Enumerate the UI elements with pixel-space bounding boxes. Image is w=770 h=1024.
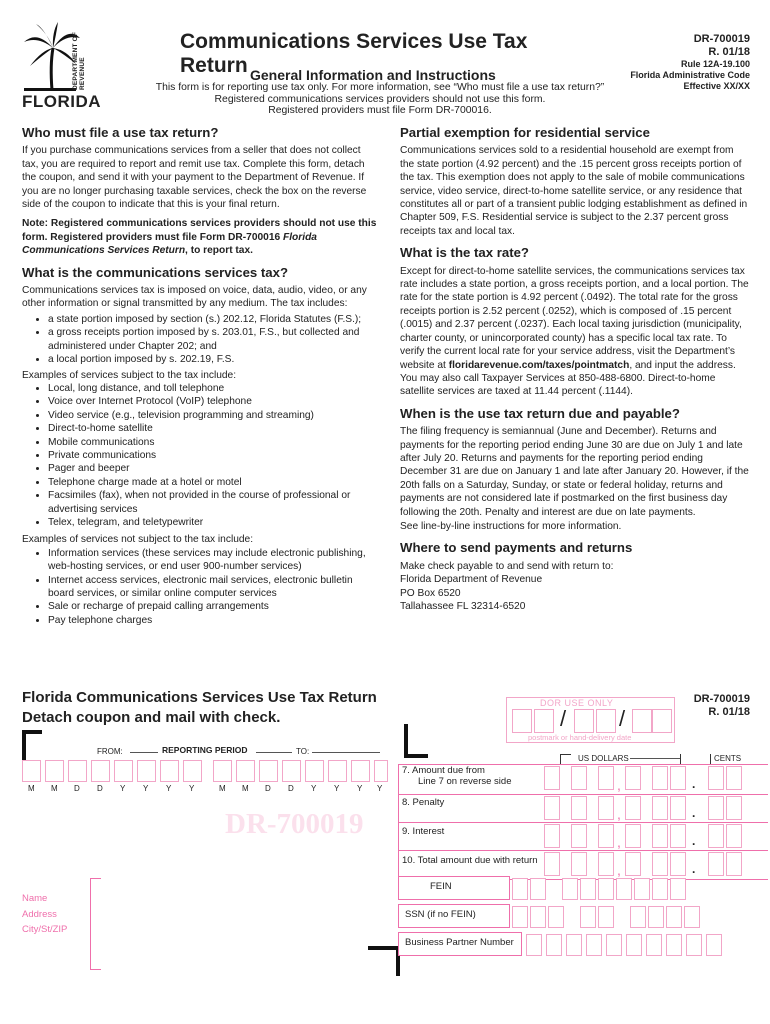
amount-digit-box[interactable] bbox=[625, 796, 641, 820]
divider bbox=[256, 752, 292, 753]
to-date-box[interactable] bbox=[282, 760, 301, 782]
to-date-box[interactable] bbox=[305, 760, 324, 782]
line-10-label: 10. Total amount due with return bbox=[402, 855, 538, 866]
fein-digit-box[interactable] bbox=[670, 878, 686, 900]
fein-label-box bbox=[398, 876, 510, 900]
coupon-revision: R. 01/18 bbox=[708, 706, 750, 718]
to-date-box[interactable] bbox=[328, 760, 347, 782]
fein-digit-box[interactable] bbox=[512, 878, 528, 900]
what-heading: What is the communications services tax? bbox=[22, 264, 289, 280]
list-item: • Video service (e.g., television programming and streaming) bbox=[48, 409, 377, 422]
city-label: City/St/ZIP bbox=[22, 924, 68, 935]
date-slash-icon: / bbox=[560, 706, 567, 731]
amount-digit-box[interactable] bbox=[625, 852, 641, 876]
logo-department-text: DEPARTMENT OF REVENUE bbox=[72, 31, 86, 90]
amount-digit-box[interactable] bbox=[625, 766, 641, 790]
list-item: • Facsimiles (fax), when not provided in the course of professional or advertising services bbox=[48, 489, 377, 516]
date-format-letter: D bbox=[288, 784, 294, 793]
address-bracket bbox=[90, 878, 101, 970]
comma-mark-icon: , bbox=[617, 834, 621, 850]
what-section bbox=[22, 266, 377, 628]
examples-subject-list bbox=[22, 382, 377, 529]
from-date-box[interactable] bbox=[91, 760, 110, 782]
due-section bbox=[400, 407, 750, 534]
list-item: • Internet access services, electronic mail services, electronic bulletin board services, or similar online computer services bbox=[48, 574, 377, 601]
date-format-letter: Y bbox=[166, 784, 172, 793]
cents-digit-box[interactable] bbox=[726, 766, 742, 790]
ssn-digit-box[interactable] bbox=[530, 906, 546, 928]
form-number: DR-700019 bbox=[693, 33, 750, 45]
form-id-block bbox=[630, 33, 750, 92]
date-format-letter: M bbox=[28, 784, 35, 793]
ssn-digit-box[interactable] bbox=[548, 906, 564, 928]
amount-digit-box[interactable] bbox=[544, 766, 560, 790]
ssn-digit-box[interactable] bbox=[666, 906, 682, 928]
note-form-title: Florida Communications Services Return bbox=[22, 231, 317, 257]
date-format-letter: M bbox=[51, 784, 58, 793]
address-label: Address bbox=[22, 909, 57, 920]
date-format-letter: D bbox=[74, 784, 80, 793]
where-line: Tallahassee FL 32314-6520 bbox=[400, 601, 526, 612]
date-format-letter: D bbox=[265, 784, 271, 793]
list-item: • a state portion imposed by section (s.) 202.12, Florida Statutes (F.S.); bbox=[48, 313, 377, 326]
from-date-box[interactable] bbox=[114, 760, 133, 782]
due-body: The filing frequency is semiannual (June and December). Returns and payments for the reporting period ending June 30 are due on July 1 and late after July 20. Returns and payments for the reporting period ending December 31 are due on January 1 and late after January 20. However, if the 20th falls on a Saturday, Sunday, or state or federal holiday, returns and payments are not considered late if postmarked on the first business day following the 20th. Penalty and interest are due on late payments. bbox=[400, 426, 749, 518]
postmark-caption: postmark or hand-delivery date bbox=[528, 733, 632, 742]
amount-digit-box[interactable] bbox=[652, 824, 668, 848]
dor-use-label: DOR USE ONLY bbox=[540, 698, 614, 708]
form-rule: Rule 12A-19.100 bbox=[680, 59, 750, 69]
form-admin-code: Florida Administrative Code bbox=[630, 70, 750, 80]
postmark-day-box bbox=[574, 709, 594, 733]
comma-mark-icon: , bbox=[617, 862, 621, 878]
fein-digit-box[interactable] bbox=[616, 878, 632, 900]
decimal-point-icon: . bbox=[692, 862, 696, 876]
form-watermark: DR-700019 bbox=[225, 808, 364, 840]
registration-mark-icon bbox=[404, 724, 428, 758]
ssn-digit-box[interactable] bbox=[598, 906, 614, 928]
name-label: Name bbox=[22, 893, 48, 904]
ssn-digit-box[interactable] bbox=[684, 906, 700, 928]
date-format-letter: Y bbox=[377, 784, 383, 793]
cents-digit-box[interactable] bbox=[726, 852, 742, 876]
note-text-a: Note: Registered communications services providers should not use this form. Registered providers must file Form DR-700016 bbox=[22, 218, 377, 243]
amount-digit-box[interactable] bbox=[544, 824, 560, 848]
examples-not-list bbox=[22, 547, 377, 627]
list-item: • a gross receipts portion imposed by s. 203.01, F.S., but collected and administered under Chapter 202; and bbox=[48, 326, 377, 353]
intro-line: This form is for reporting use tax only. For more information, see “Who must file a use tax return?” bbox=[155, 82, 605, 93]
from-label: FROM: bbox=[97, 747, 123, 756]
partial-body: Communications services sold to a residential household are exempt from the state portion (4.92 percent) and the .15 percent gross receipts portion of the tax. This exemption does not apply to the sale of mobile communications service, video service, direct-to-home satellite service, or any residence that constitutes all or part of a transient public lodging establishment as defined in Chapter 509, F.S. Residential service is subject to the 2.37 percent gross receipts tax and local tax. bbox=[400, 145, 748, 237]
where-line: PO Box 6520 bbox=[400, 587, 461, 599]
bracket-mark-icon bbox=[710, 754, 712, 764]
ssn-label: SSN (if no FEIN) bbox=[405, 909, 476, 920]
registered-note bbox=[22, 217, 377, 257]
registration-mark-icon bbox=[22, 730, 42, 760]
rate-body bbox=[400, 265, 750, 399]
amount-digit-box[interactable] bbox=[670, 796, 686, 820]
amount-digit-box[interactable] bbox=[598, 824, 614, 848]
coupon-title bbox=[22, 688, 382, 728]
fein-digit-box[interactable] bbox=[652, 878, 668, 900]
who-body: If you purchase communications services from a seller that does not collect tax, you are required to report and remit use tax. Complete this form, detach the coupon, and send it with your payment to the Department of Revenue. If you are no longer purchasing taxable services, check the box on the reverse side of the coupon to indicate that this is your final return. bbox=[22, 145, 367, 211]
postmark-year-box bbox=[632, 709, 652, 733]
from-date-box[interactable] bbox=[160, 760, 179, 782]
who-heading: Who must file a use tax return? bbox=[22, 125, 219, 140]
amount-digit-box[interactable] bbox=[652, 766, 668, 790]
date-format-letter: M bbox=[242, 784, 249, 793]
from-date-box[interactable] bbox=[68, 760, 87, 782]
line-7-label: 7. Amount due from bbox=[402, 765, 485, 776]
to-date-box[interactable] bbox=[374, 760, 388, 782]
ssn-digit-box[interactable] bbox=[648, 906, 664, 928]
due-heading: When is the use tax return due and payable? bbox=[400, 405, 680, 421]
rate-section bbox=[400, 246, 750, 398]
from-date-box[interactable] bbox=[22, 760, 41, 782]
right-column bbox=[400, 126, 750, 621]
from-date-box[interactable] bbox=[45, 760, 64, 782]
postmark-year-box bbox=[652, 709, 672, 733]
list-item: • Telephone charge made at a hotel or motel bbox=[48, 476, 377, 489]
examples-not-heading: Examples of services not subject to the tax include: bbox=[22, 534, 254, 546]
postmark-month-box bbox=[512, 709, 532, 733]
partial-section bbox=[400, 126, 750, 238]
amount-digit-box[interactable] bbox=[598, 796, 614, 820]
amount-digit-box[interactable] bbox=[652, 852, 668, 876]
amount-digit-box[interactable] bbox=[625, 824, 641, 848]
divider bbox=[398, 764, 400, 878]
fein-digit-box[interactable] bbox=[634, 878, 650, 900]
amount-digit-box[interactable] bbox=[571, 824, 587, 848]
line-7-sub-label: Line 7 on reverse side bbox=[418, 776, 512, 787]
fein-digit-box[interactable] bbox=[530, 878, 546, 900]
form-revision: R. 01/18 bbox=[708, 46, 750, 58]
coupon-title-2: Detach coupon and mail with check. bbox=[22, 709, 281, 726]
cents-digit-box[interactable] bbox=[726, 796, 742, 820]
comma-mark-icon: , bbox=[617, 806, 621, 822]
fein-digit-box[interactable] bbox=[598, 878, 614, 900]
rate-heading: What is the tax rate? bbox=[400, 245, 529, 261]
amount-digit-box[interactable] bbox=[544, 852, 560, 876]
bpn-digit-box[interactable] bbox=[686, 934, 702, 956]
divider bbox=[312, 752, 380, 753]
amount-digit-box[interactable] bbox=[544, 796, 560, 820]
partial-heading: Partial exemption for residential service bbox=[400, 125, 650, 140]
form-effective: Effective XX/XX bbox=[683, 81, 750, 91]
coupon-form-number: DR-700019 bbox=[693, 693, 750, 705]
cents-digit-box[interactable] bbox=[708, 852, 724, 876]
reporting-period-label: REPORTING PERIOD bbox=[162, 745, 248, 755]
date-format-letter: Y bbox=[311, 784, 317, 793]
to-date-box[interactable] bbox=[351, 760, 370, 782]
bpn-digit-box[interactable] bbox=[566, 934, 582, 956]
rate-body-a: Except for direct-to-home satellite services, the communications services tax rate includes a state portion, a gross receipts portion, and a local portion. The rate for the state portion is 4.92 percent (.0492). The total rate for the gross receipts portion is 2.52 percent (.0252), which is composed of .15 percent (.0015) and 2.37 percent (.0237). Each local taxing jurisdiction (municipality, charter county, or unincorporated county) has a specific local tax rate. To verify the current local rate for your service address, visit the Department’s website at bbox=[400, 265, 749, 371]
amount-digit-box[interactable] bbox=[598, 766, 614, 790]
ssn-digit-box[interactable] bbox=[630, 906, 646, 928]
list-item: • a local portion imposed by s. 202.19, F.S. bbox=[48, 353, 377, 366]
list-item: • Direct-to-home satellite bbox=[48, 422, 377, 435]
postmark-month-box bbox=[534, 709, 554, 733]
bpn-digit-box[interactable] bbox=[666, 934, 682, 956]
list-item: • Pay telephone charges bbox=[48, 614, 377, 627]
amount-digit-box[interactable] bbox=[571, 766, 587, 790]
examples-subject-heading: Examples of services subject to the tax include: bbox=[22, 369, 237, 381]
fein-digit-box[interactable] bbox=[580, 878, 596, 900]
amount-digit-box[interactable] bbox=[670, 852, 686, 876]
list-item: • Information services (these services may include electronic publishing, web-hosting services, or end user 900-number services) bbox=[48, 547, 377, 574]
amount-digit-box[interactable] bbox=[670, 824, 686, 848]
decimal-point-icon: . bbox=[692, 834, 696, 848]
coupon-form-id bbox=[694, 693, 750, 719]
ssn-digit-box[interactable] bbox=[512, 906, 528, 928]
list-item: • Voice over Internet Protocol (VoIP) telephone bbox=[48, 395, 377, 408]
bracket-mark-icon bbox=[680, 754, 682, 764]
cents-digit-box[interactable] bbox=[708, 766, 724, 790]
line-8-label: 8. Penalty bbox=[402, 797, 445, 808]
intro-line: Registered communications services providers should not use this form. bbox=[214, 93, 546, 105]
decimal-point-icon: . bbox=[692, 777, 696, 791]
bpn-digit-box[interactable] bbox=[586, 934, 602, 956]
page-title: Communications Services Use Tax Return bbox=[180, 30, 528, 77]
where-line: Florida Department of Revenue bbox=[400, 574, 543, 586]
intro-text bbox=[140, 82, 620, 117]
comma-mark-icon: , bbox=[617, 777, 621, 793]
amount-digit-box[interactable] bbox=[571, 796, 587, 820]
to-date-box[interactable] bbox=[236, 760, 255, 782]
ssn-digit-box[interactable] bbox=[580, 906, 596, 928]
left-column bbox=[22, 126, 377, 635]
line-9-label: 9. Interest bbox=[402, 826, 445, 837]
who-section bbox=[22, 126, 377, 258]
postmark-day-box bbox=[596, 709, 616, 733]
date-format-letter: Y bbox=[120, 784, 126, 793]
list-item: • Telex, telegram, and teletypewriter bbox=[48, 516, 377, 529]
list-item: • Local, long distance, and toll telephone bbox=[48, 382, 377, 395]
divider bbox=[630, 758, 680, 759]
bpn-digit-box[interactable] bbox=[626, 934, 642, 956]
what-body: Communications services tax is imposed on voice, data, audio, video, or any other information or signal transmitted by any medium. The tax includes: bbox=[22, 285, 367, 310]
list-item: • Pager and beeper bbox=[48, 462, 377, 475]
coupon-title-1: Florida Communications Services Use Tax Return bbox=[22, 689, 377, 706]
fein-label: FEIN bbox=[430, 881, 452, 892]
us-dollars-label: US DOLLARS bbox=[578, 754, 629, 763]
cents-digit-box[interactable] bbox=[708, 796, 724, 820]
from-date-box[interactable] bbox=[183, 760, 202, 782]
list-item: • Private communications bbox=[48, 449, 377, 462]
cents-digit-box[interactable] bbox=[726, 824, 742, 848]
fein-digit-box[interactable] bbox=[562, 878, 578, 900]
where-line: Make check payable to and send with return to: bbox=[400, 560, 614, 572]
pointmatch-link[interactable]: floridarevenue.com/taxes/pointmatch bbox=[448, 359, 630, 371]
date-format-letter: Y bbox=[334, 784, 340, 793]
note-text-c: , to report tax. bbox=[185, 245, 253, 257]
where-heading: Where to send payments and returns bbox=[400, 540, 633, 556]
bpn-digit-box[interactable] bbox=[706, 934, 722, 956]
amount-digit-box[interactable] bbox=[652, 796, 668, 820]
date-format-letter: Y bbox=[189, 784, 195, 793]
intro-line: Registered providers must file Form DR-700016. bbox=[268, 105, 492, 116]
divider bbox=[130, 752, 158, 753]
date-format-letter: D bbox=[97, 784, 103, 793]
amount-digit-box[interactable] bbox=[571, 852, 587, 876]
cents-digit-box[interactable] bbox=[708, 824, 724, 848]
to-date-box[interactable] bbox=[259, 760, 278, 782]
date-slash-icon: / bbox=[619, 706, 626, 731]
decimal-point-icon: . bbox=[692, 806, 696, 820]
page-subtitle: General Information and Instructions bbox=[250, 67, 496, 83]
bpn-label: Business Partner Number bbox=[405, 937, 514, 948]
where-section bbox=[400, 541, 750, 613]
from-date-box[interactable] bbox=[137, 760, 156, 782]
amount-digit-box[interactable] bbox=[670, 766, 686, 790]
date-format-letter: Y bbox=[143, 784, 149, 793]
to-label: TO: bbox=[296, 747, 310, 756]
list-item: • Mobile communications bbox=[48, 436, 377, 449]
rate-body-b: , and input the address. You may also call Taxpayer Services at 850-488-6800. Direct-to-home satellite services are taxed at 11.44 percent (.1144). bbox=[400, 359, 736, 398]
date-format-letter: M bbox=[219, 784, 226, 793]
bpn-digit-box[interactable] bbox=[546, 934, 562, 956]
bpn-digit-box[interactable] bbox=[646, 934, 662, 956]
to-date-box[interactable] bbox=[213, 760, 232, 782]
logo-florida-text: FLORIDA bbox=[22, 92, 102, 111]
bpn-digit-box[interactable] bbox=[526, 934, 542, 956]
tax-parts-list bbox=[22, 313, 377, 367]
due-note: See line-by-line instructions for more information. bbox=[400, 520, 622, 532]
bpn-digit-box[interactable] bbox=[606, 934, 622, 956]
cents-label: CENTS bbox=[714, 754, 742, 763]
date-format-letter: Y bbox=[357, 784, 363, 793]
amount-digit-box[interactable] bbox=[598, 852, 614, 876]
list-item: • Sale or recharge of prepaid calling arrangements bbox=[48, 600, 377, 613]
registration-mark-icon bbox=[368, 946, 400, 976]
